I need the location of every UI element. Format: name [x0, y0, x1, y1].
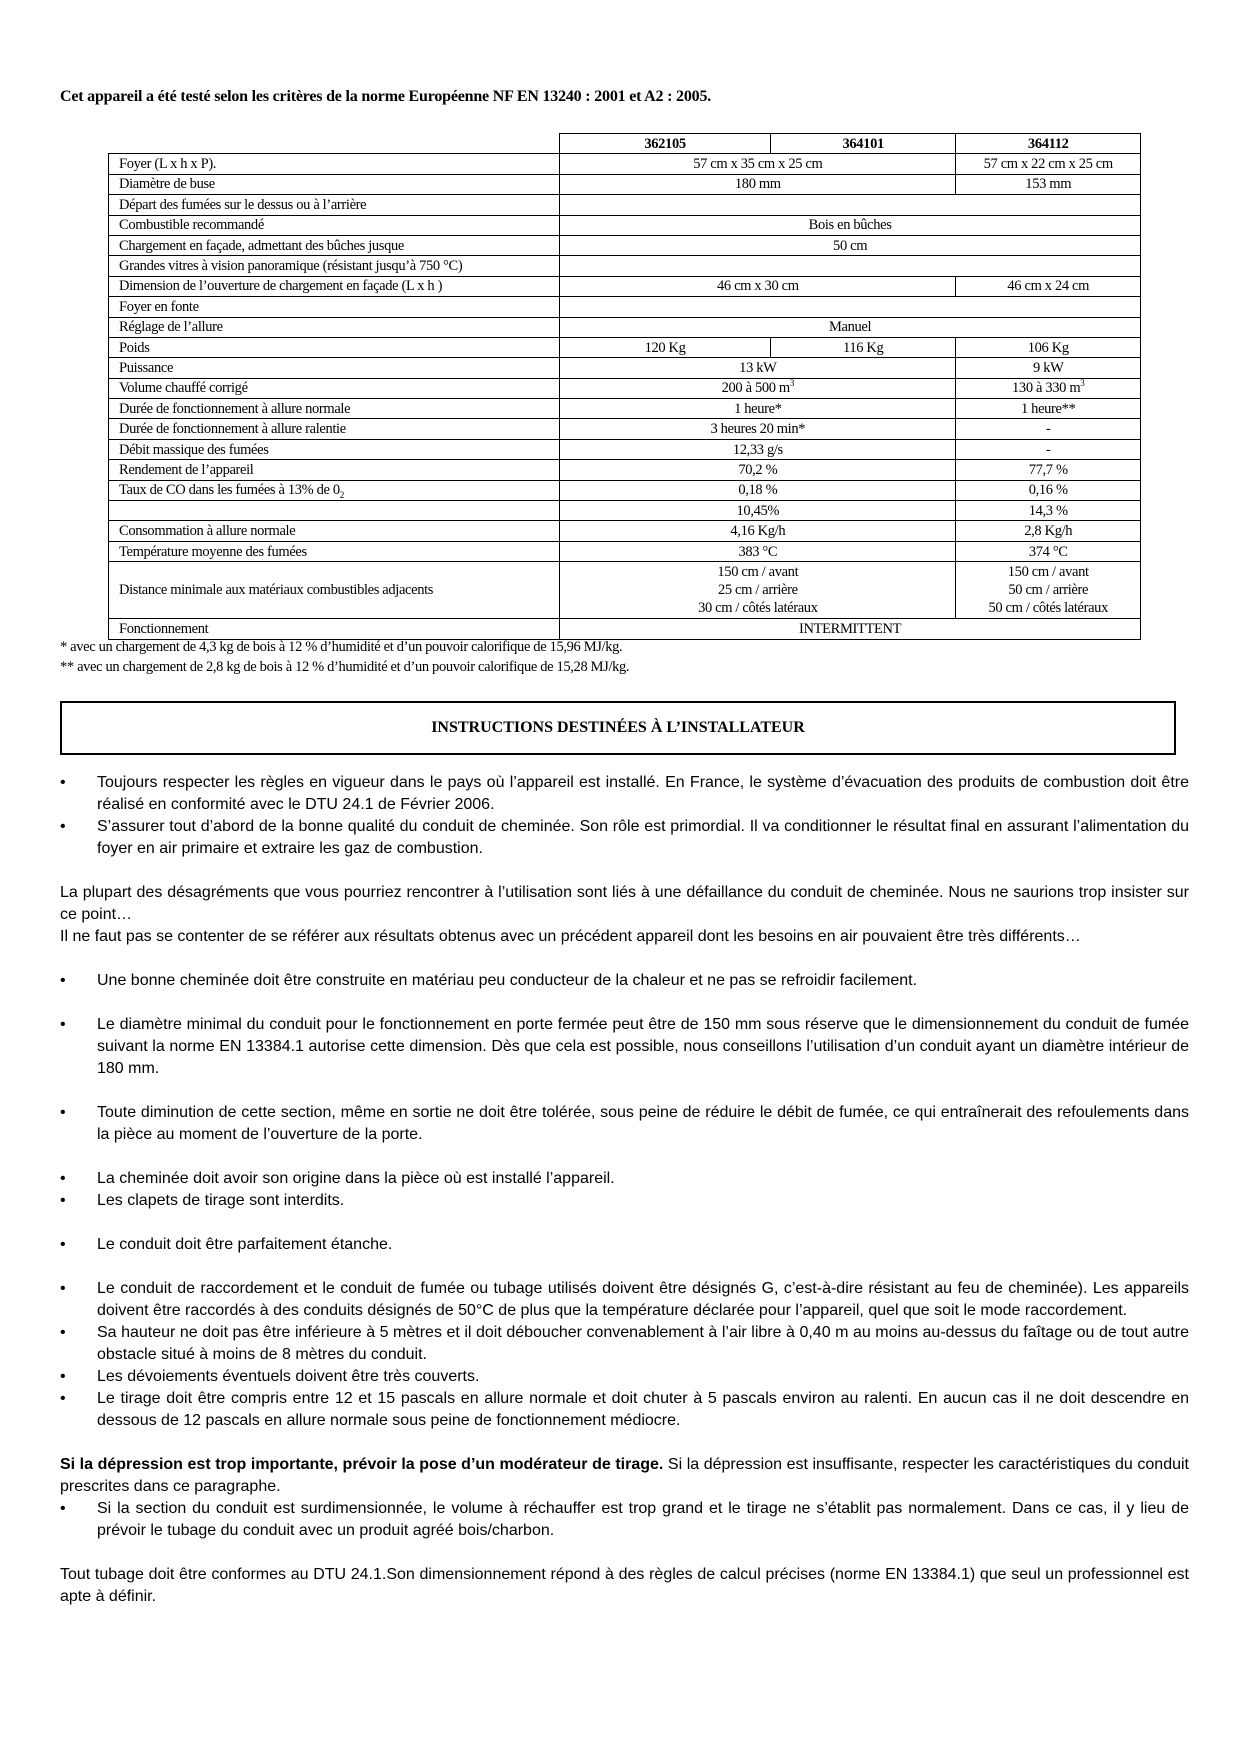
- value-text: 374 °C: [1028, 543, 1068, 560]
- table-row: [109, 460, 1141, 480]
- value-text: 70,2 %: [738, 461, 778, 478]
- bullet-item: • La cheminée doit avoir son origine dans la pièce où est installé l’appareil.: [60, 1168, 1189, 1190]
- table-row: [109, 378, 1141, 398]
- section-title: INSTRUCTIONS DESTINÉES À L’INSTALLATEUR: [431, 719, 805, 736]
- row-label-text: Distance minimale aux matériaux combustibles adjacents: [119, 582, 434, 599]
- row-value: [956, 419, 1141, 439]
- value-line: 50 cm / côtés latéraux: [988, 600, 1108, 617]
- row-label-text: Taux de CO dans les fumées à 13% de 0: [119, 482, 340, 499]
- bullet-icon: •: [60, 1390, 66, 1407]
- row-value: [560, 358, 956, 378]
- row-label-text: Débit massique des fumées: [119, 441, 269, 458]
- value-text: -: [1045, 421, 1051, 438]
- value-text: 12,33 g/s: [732, 441, 783, 458]
- header-blank: [109, 134, 560, 154]
- value-text: 180 mm: [734, 176, 781, 193]
- row-label-text: Durée de fonctionnement à allure ralentie: [119, 421, 346, 438]
- table-row: [109, 541, 1141, 561]
- row-value: [956, 460, 1141, 480]
- footnote-2: ** avec un chargement de 2,8 kg de bois à 12 % d’humidité et d’un pouvoir calorifique de 15,28 MJ/kg.: [60, 659, 630, 675]
- table-row: [109, 154, 1141, 174]
- superscript: 3: [1080, 378, 1085, 389]
- row-label-text: Foyer en fonte: [119, 298, 199, 315]
- table-row: [109, 501, 1141, 521]
- paragraph: La plupart des désagréments que vous pourriez rencontrer à l’utilisation sont liés à une défaillance du conduit de cheminée. Nous ne saurions trop insister sur ce point…: [60, 884, 1189, 923]
- row-label: [109, 378, 560, 398]
- value-line: 25 cm / arrière: [717, 582, 798, 599]
- table-row: [109, 480, 1141, 500]
- row-value: [560, 337, 771, 357]
- row-label-text: Poids: [119, 339, 150, 356]
- installer-instructions: [60, 772, 1189, 1608]
- row-value: [560, 399, 956, 419]
- bullet-item: • S’assurer tout d’abord de la bonne qualité du conduit de cheminée. Son rôle est primordial. Il va conditionner le résultat final en assurant l’alimentation du foyer en air primaire et extraire les gaz de combustion.: [60, 818, 1189, 857]
- bullet-item: • Le diamètre minimal du conduit pour le fonctionnement en porte fermée peut être de 150 mm sous réserve que le dimensionnement du conduit de fumée suivant la norme EN 13384.1 autorise cette dimension. Dès que cela est possible, nous conseillons l’utilisation d’un conduit ayant un diamètre intérieur de 180 mm.: [60, 1016, 1189, 1077]
- row-label-text: Durée de fonctionnement à allure normale: [119, 400, 351, 417]
- row-value: [560, 460, 956, 480]
- row-value: [560, 419, 956, 439]
- row-label-text: Départ des fumées sur le dessus ou à l’arrière: [119, 196, 367, 213]
- bullet-item: • Toute diminution de cette section, même en sortie ne doit être tolérée, sous peine de réduire le débit de fumée, ce qui entraînerait des refoulements dans la pièce au moment de l’ouverture de la porte.: [60, 1104, 1189, 1143]
- row-value: [770, 337, 956, 357]
- value-text: 57 cm x 35 cm x 25 cm: [693, 156, 823, 173]
- row-label: [109, 297, 560, 317]
- value-text: 13 kW: [739, 359, 777, 376]
- bullet-item: • Les clapets de tirage sont interdits.: [60, 1190, 1189, 1212]
- bullet-icon: •: [60, 1236, 66, 1253]
- row-value: [956, 562, 1141, 619]
- table-row: [109, 337, 1141, 357]
- row-value: [956, 439, 1141, 459]
- value-text: 10,45%: [736, 502, 780, 519]
- table-row: [109, 399, 1141, 419]
- row-value: [956, 337, 1141, 357]
- value-line: 30 cm / côtés latéraux: [698, 600, 818, 617]
- bullet-icon: •: [60, 972, 66, 989]
- value-text: 116 Kg: [842, 339, 884, 356]
- row-label-text: Combustible recommandé: [119, 217, 264, 234]
- table-row: [109, 276, 1141, 296]
- table-row: [109, 419, 1141, 439]
- table-row: [109, 521, 1141, 541]
- row-value: [560, 235, 1141, 255]
- bullet-item: • Le conduit de raccordement et le conduit de fumée ou tubage utilisés doivent être désignés G, c’est-à-dire résistant au feu de cheminée). Les appareils doivent être raccordés à des conduits désignés de 50°C de plus que la température déclarée pour l’appareil, quel que soit le mode raccordement.: [60, 1280, 1189, 1319]
- bullet-icon: •: [60, 1324, 66, 1341]
- value-line: 150 cm / avant: [717, 564, 799, 581]
- row-value: [956, 174, 1141, 194]
- row-label-text: Volume chauffé corrigé: [119, 380, 248, 397]
- value-text: 57 cm x 22 cm x 25 cm: [983, 156, 1113, 173]
- row-label-text: Réglage de l’allure: [119, 319, 223, 336]
- row-value: [560, 297, 1141, 317]
- model-header: 364101: [770, 134, 956, 154]
- row-label-text: Puissance: [119, 359, 174, 376]
- table-row: [109, 317, 1141, 337]
- value-text: 46 cm x 30 cm: [717, 278, 799, 295]
- bullet-icon: •: [60, 774, 66, 791]
- value-text: 3 heures 20 min*: [710, 421, 806, 438]
- value-text: 1 heure**: [1021, 400, 1076, 417]
- paragraph: Tout tubage doit être conformes au DTU 24.1.Son dimensionnement répond à des règles de calcul précises (norme EN 13384.1) que seul un professionnel est apte à définir.: [60, 1566, 1189, 1605]
- row-label-text: Chargement en façade, admettant des bûches jusque: [119, 237, 404, 254]
- row-value: [560, 174, 956, 194]
- row-label: [109, 439, 560, 459]
- row-value: [956, 501, 1141, 521]
- row-value: [560, 541, 956, 561]
- row-label: [109, 358, 560, 378]
- bullet-icon: •: [60, 1170, 66, 1187]
- row-label-text: Température moyenne des fumées: [119, 543, 307, 560]
- bullet-item: • Les dévoiements éventuels doivent être très couverts.: [60, 1366, 1189, 1388]
- bullet-item: • Le conduit doit être parfaitement étanche.: [60, 1234, 1189, 1256]
- value-text: 200 à 500 m: [721, 380, 790, 397]
- value-text: 77,7 %: [1028, 461, 1068, 478]
- bold-warning: Si la dépression est trop importante, prévoir la pose d’un modérateur de tirage.: [60, 1456, 664, 1473]
- bullet-icon: •: [60, 818, 66, 835]
- value-text: Manuel: [829, 319, 872, 336]
- model-header: 362105: [560, 134, 771, 154]
- row-label-text: Fonctionnement: [119, 620, 209, 637]
- value-text: 106 Kg: [1027, 339, 1069, 356]
- value-text: Bois en bûches: [808, 217, 892, 234]
- row-label: [109, 215, 560, 235]
- row-label: [109, 154, 560, 174]
- table-row: [109, 235, 1141, 255]
- value-text: 14,3 %: [1028, 502, 1068, 519]
- row-value: [560, 215, 1141, 235]
- row-label: [109, 619, 560, 639]
- table-row: [109, 297, 1141, 317]
- bullet-item: • Le tirage doit être compris entre 12 et 15 pascals en allure normale et doit chuter à 5 pascals environ au ralenti. En aucun cas il ne doit descendre en dessous de 12 pascals en allure normale sous peine de fonctionnement médiocre.: [60, 1390, 1189, 1429]
- table-row: [109, 439, 1141, 459]
- value-text: 130 à 330 m: [1012, 380, 1081, 397]
- row-value: [956, 521, 1141, 541]
- value-text: 0,16 %: [1028, 482, 1068, 499]
- specifications-table: [108, 133, 1141, 640]
- row-label-text: Consommation à allure normale: [119, 523, 296, 540]
- row-value: [560, 439, 956, 459]
- row-label: [109, 521, 560, 541]
- row-value: [560, 521, 956, 541]
- row-label: [109, 256, 560, 276]
- model-header: 364112: [956, 134, 1141, 154]
- value-text: 120 Kg: [644, 339, 686, 356]
- row-label: [109, 480, 560, 500]
- bullet-icon: •: [60, 1280, 66, 1297]
- row-value: [560, 276, 956, 296]
- row-value: [956, 276, 1141, 296]
- bullet-item: • Sa hauteur ne doit pas être inférieure à 5 mètres et il doit déboucher convenablement à l’air libre à 0,40 m au moins au-dessus du faîtage ou de tout autre obstacle situé à moins de 8 mètres du conduit.: [60, 1324, 1189, 1363]
- bullet-icon: •: [60, 1368, 66, 1385]
- row-value: [560, 619, 1141, 639]
- table-row: [109, 256, 1141, 276]
- test-standard-heading: Cet appareil a été testé selon les critères de la norme Européenne NF EN 13240 : 2001 et A2 : 2005.: [60, 88, 712, 105]
- table-row: [109, 619, 1141, 639]
- paragraph: Si la dépression est trop importante, prévoir la pose d’un modérateur de tirage. Si la dépression est insuffisante, respecter les caractéristiques du conduit prescrites dans ce paragraphe.: [60, 1456, 1189, 1495]
- row-value: [560, 501, 956, 521]
- row-value: [956, 358, 1141, 378]
- value-text: 46 cm x 24 cm: [1007, 278, 1090, 295]
- row-label-text: Rendement de l’appareil: [119, 461, 254, 478]
- row-label-text: Diamètre de buse: [119, 176, 215, 193]
- value-line: 150 cm / avant: [1007, 564, 1089, 581]
- row-label: [109, 276, 560, 296]
- row-value: [560, 154, 956, 174]
- value-text: -: [1045, 441, 1051, 458]
- row-label: [109, 174, 560, 194]
- row-value: [560, 480, 956, 500]
- row-value: [560, 378, 956, 398]
- bullet-icon: •: [60, 1016, 66, 1033]
- footnote-1: * avec un chargement de 4,3 kg de bois à 12 % d’humidité et d’un pouvoir calorifique de 15,96 MJ/kg.: [60, 639, 623, 655]
- row-label: [109, 399, 560, 419]
- row-label: [109, 501, 560, 521]
- paragraph: Il ne faut pas se contenter de se référer aux résultats obtenus avec un précédent appareil dont les besoins en air pouvaient être très différents…: [60, 928, 1081, 945]
- row-value: [956, 378, 1141, 398]
- value-text: 383 °C: [738, 543, 778, 560]
- bullet-item: • Si la section du conduit est surdimensionnée, le volume à réchauffer est trop grand et le tirage ne s’établit pas normalement. Dans ce cas, il y lieu de prévoir le tubage du conduit avec un produit agréé bois/charbon.: [60, 1500, 1189, 1539]
- value-text: INTERMITTENT: [799, 620, 902, 637]
- row-label-text: Grandes vitres à vision panoramique (résistant jusqu’à 750 °C): [119, 258, 463, 275]
- bullet-icon: •: [60, 1192, 66, 1209]
- row-label: [109, 562, 560, 619]
- row-value: [560, 317, 1141, 337]
- row-label: [109, 195, 560, 215]
- row-label: [109, 337, 560, 357]
- row-value: [560, 256, 1141, 276]
- row-label: [109, 460, 560, 480]
- table-row: [109, 215, 1141, 235]
- table-row: [109, 358, 1141, 378]
- value-text: 0,18 %: [738, 482, 778, 499]
- table-row: [109, 195, 1141, 215]
- row-value: [956, 154, 1141, 174]
- value-text: 50 cm: [833, 237, 868, 254]
- row-label-text: Dimension de l’ouverture de chargement en façade (L x h ): [119, 278, 443, 295]
- row-value: [560, 562, 956, 619]
- row-value: [956, 399, 1141, 419]
- bullet-item: • Toujours respecter les règles en vigueur dans le pays où l’appareil est installé. En France, le système d’évacuation des produits de combustion doit être réalisé en conformité avec le DTU 24.1 de Février 2006.: [60, 774, 1189, 813]
- row-label: [109, 235, 560, 255]
- bullet-item: • Une bonne cheminée doit être construite en matériau peu conducteur de la chaleur et ne pas se refroidir facilement.: [60, 970, 1189, 992]
- row-value: [560, 195, 1141, 215]
- value-text: 1 heure*: [734, 400, 782, 417]
- row-value: [956, 480, 1141, 500]
- table-row: [109, 174, 1141, 194]
- superscript: 3: [789, 378, 795, 389]
- row-value: [956, 541, 1141, 561]
- value-text: 4,16 Kg/h: [730, 523, 786, 540]
- row-label: [109, 419, 560, 439]
- row-label: [109, 541, 560, 561]
- table-row: [109, 562, 1141, 619]
- bullet-icon: •: [60, 1104, 66, 1121]
- row-label-text: Foyer (L x h x P).: [119, 156, 217, 173]
- value-line: 50 cm / arrière: [1008, 582, 1089, 599]
- section-title-box: [60, 701, 1176, 755]
- value-text: 153 mm: [1025, 176, 1072, 193]
- bullet-icon: •: [60, 1500, 66, 1517]
- row-label: [109, 317, 560, 337]
- value-text: 9 kW: [1033, 359, 1064, 376]
- table-header-row: [109, 134, 1141, 154]
- value-text: 2,8 Kg/h: [1024, 523, 1073, 540]
- subscript: 2: [339, 490, 344, 501]
